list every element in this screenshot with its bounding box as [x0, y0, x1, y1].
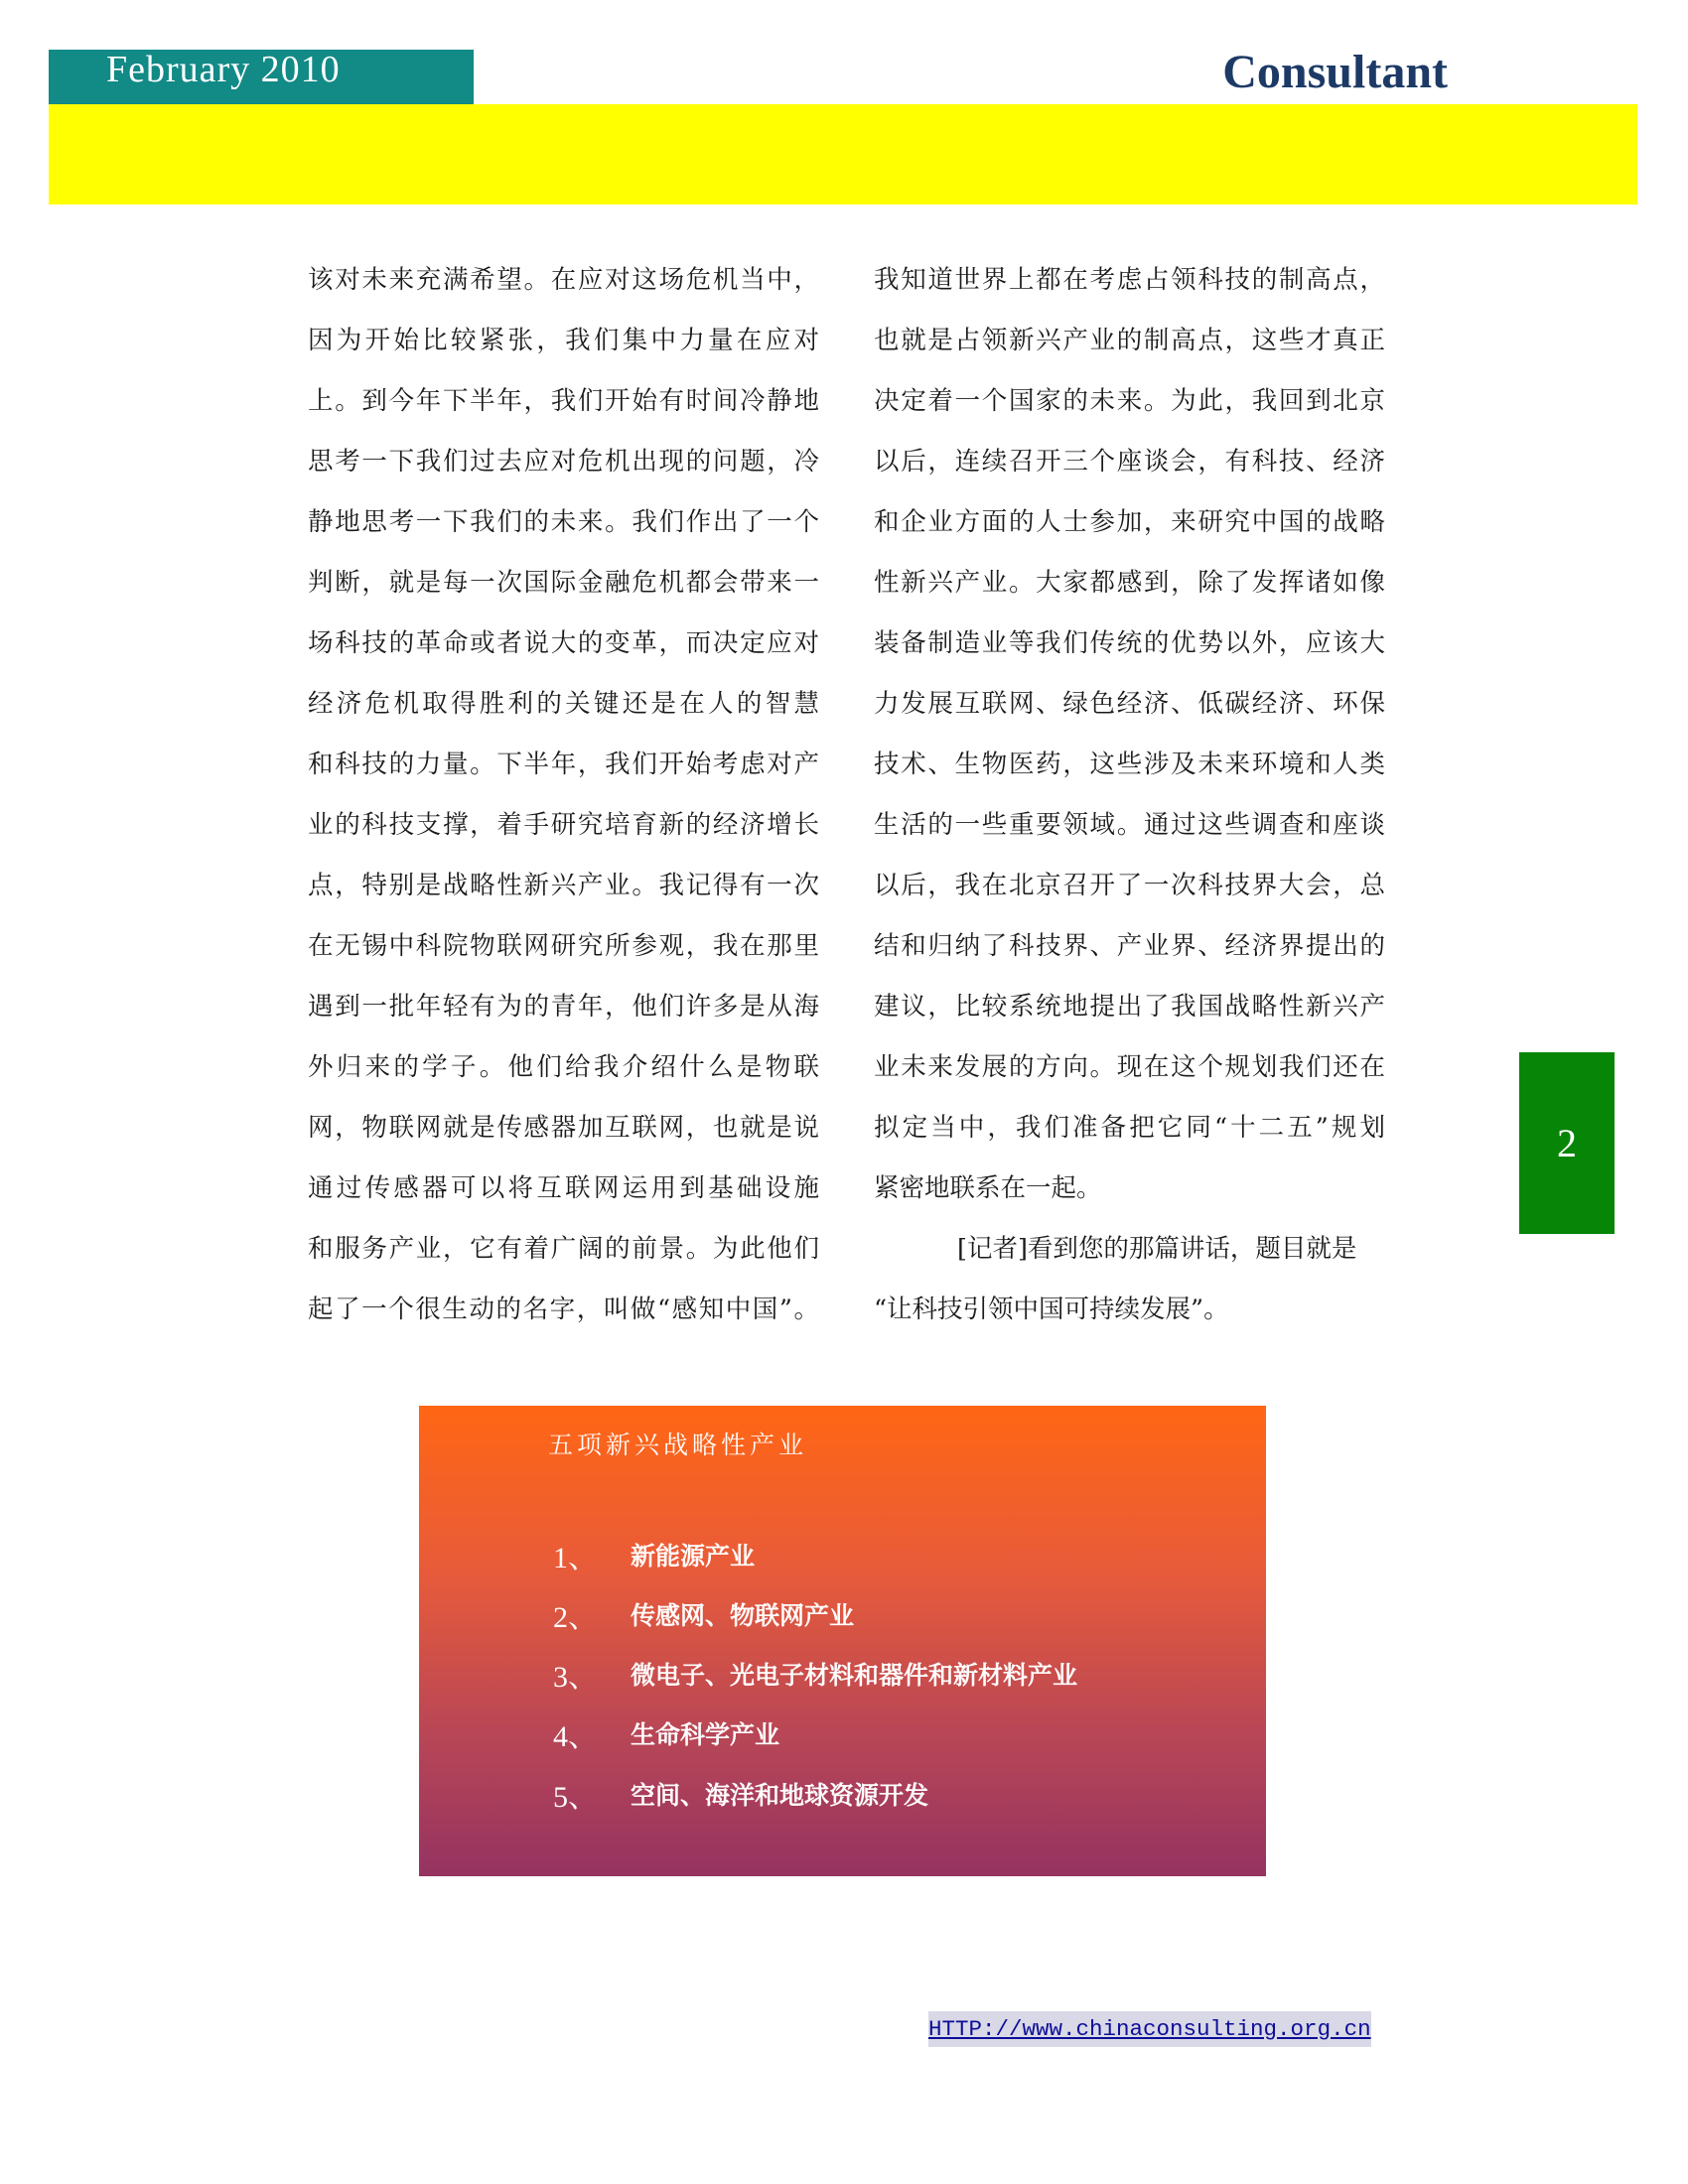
list-item-number: 4、 [553, 1720, 598, 1753]
article-line: 装备制造业等我们传统的优势以外，应该大 [874, 628, 1385, 658]
article-line: 遇到一批年轻有为的青年，他们许多是从海 [308, 992, 819, 1022]
article-line: 和企业方面的人士参加，来研究中国的战略 [874, 507, 1385, 537]
article-line: 判断，就是每一次国际金融危机都会带来一 [308, 568, 819, 598]
list-item-label: 新能源产业 [631, 1542, 756, 1570]
list-item [553, 1535, 755, 1574]
article-line: 以后，我在北京召开了一次科技界大会，总 [874, 871, 1385, 900]
article-line: 紧密地联系在一起。 [874, 1173, 1102, 1203]
article-line: 以后，连续召开三个座谈会，有科技、经济 [874, 447, 1385, 477]
article-line: 点，特别是战略性新兴产业。我记得有一次 [308, 871, 819, 900]
header-band [49, 104, 1637, 205]
article-line: 经济危机取得胜利的关键还是在人的智慧 [308, 689, 819, 719]
list-item-number: 1、 [553, 1542, 598, 1574]
article-line: 性新兴产业。大家都感到，除了发挥诸如像 [874, 568, 1385, 598]
article-line: 建议，比较系统地提出了我国战略性新兴产 [874, 992, 1385, 1022]
article-line: 因为开始比较紧张，我们集中力量在应对 [308, 326, 819, 355]
page-number: 2 [1519, 1052, 1615, 1234]
article-line: 该对未来充满希望。在应对这场危机当中， [308, 265, 819, 295]
reporter-question-cont: “让科技引领中国可持续发展”。 [874, 1295, 1229, 1324]
list-item-label: 生命科学产业 [631, 1720, 780, 1749]
list-item [553, 1774, 928, 1814]
list-item-number: 2、 [553, 1601, 598, 1634]
article-line: 我知道世界上都在考虑占领科技的制高点， [874, 265, 1385, 295]
article-line: 业的科技支撑，着手研究培育新的经济增长 [308, 810, 819, 840]
article-line: 技术、生物医药，这些涉及未来环境和人类 [874, 750, 1385, 779]
article-line: 力发展互联网、绿色经济、低碳经济、环保 [874, 689, 1385, 719]
article-line: 场科技的革命或者说大的变革，而决定应对 [308, 628, 819, 658]
article-line: 生活的一些重要领域。通过这些调查和座谈 [874, 810, 1385, 840]
article-line: 通过传感器可以将互联网运用到基础设施 [308, 1173, 819, 1203]
article-line: 起了一个很生动的名字，叫做“感知中国”。 [308, 1295, 819, 1324]
list-item-label: 微电子、光电子材料和器件和新材料产业 [631, 1661, 1078, 1690]
article-line: 拟定当中，我们准备把它同“十二五”规划 [874, 1113, 1385, 1143]
article-right-column [874, 250, 1385, 1340]
list-item-label: 传感网、物联网产业 [631, 1601, 855, 1630]
list-item [553, 1654, 1077, 1694]
website-link[interactable]: HTTP://www.chinaconsulting.org.cn [928, 2011, 1371, 2047]
list-item [553, 1713, 779, 1753]
article-line: 和服务产业，它有着广阔的前景。为此他们 [308, 1234, 819, 1264]
article-line: 和科技的力量。下半年，我们开始考虑对产 [308, 750, 819, 779]
article-line: 思考一下我们过去应对危机出现的问题，冷 [308, 447, 819, 477]
article-line: 外归来的学子。他们给我介绍什么是物联 [308, 1052, 819, 1082]
article-line: 决定着一个国家的未来。为此，我回到北京 [874, 386, 1385, 416]
publication-title: Consultant [1222, 46, 1448, 98]
article-line: 静地思考一下我们的未来。我们作出了一个 [308, 507, 819, 537]
article-line: 网，物联网就是传感器加互联网，也就是说 [308, 1113, 819, 1143]
reporter-question: [记者]看到您的那篇讲话，题目就是 [957, 1234, 1357, 1264]
list-item-number: 5、 [553, 1781, 598, 1814]
article-line: 上。到今年下半年，我们开始有时间冷静地 [308, 386, 819, 416]
list-item-number: 3、 [553, 1661, 598, 1694]
article-left-column [308, 250, 819, 1340]
sidebar-box-title: 五项新兴战略性产业 [548, 1431, 808, 1459]
list-item-label: 空间、海洋和地球资源开发 [631, 1781, 929, 1810]
article-line: 也就是占领新兴产业的制高点，这些才真正 [874, 326, 1385, 355]
industries-sidebar-box [419, 1406, 1266, 1876]
issue-date: February 2010 [49, 50, 474, 104]
list-item [553, 1594, 854, 1634]
article-line: 结和归纳了科技界、产业界、经济界提出的 [874, 931, 1385, 961]
article-line: 在无锡中科院物联网研究所参观，我在那里 [308, 931, 819, 961]
article-line: 业未来发展的方向。现在这个规划我们还在 [874, 1052, 1385, 1082]
